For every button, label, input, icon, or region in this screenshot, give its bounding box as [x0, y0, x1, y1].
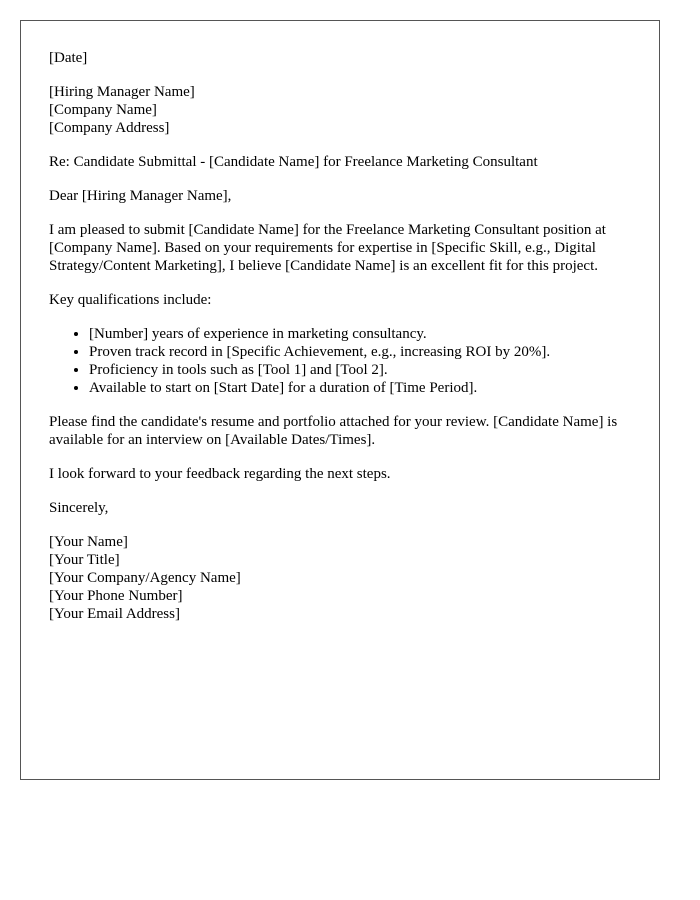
recipient-name: [Hiring Manager Name] — [49, 84, 195, 100]
sign-off: Sincerely, — [49, 500, 109, 516]
intro-paragraph: I am pleased to submit [Candidate Name] for the Freelance Marketing Consultant position at [Company Name]. Based on your requirements for expertise in [Specific Skill, e.g., Digital Strategy/Content Marketing], I believe [Candidate Name] is an excellent fit for this project. — [49, 222, 606, 274]
salutation: Dear [Hiring Manager Name], — [49, 188, 232, 204]
qualification-item: • [Number] years of experience in marketing consultancy. — [89, 325, 639, 343]
signature-title: [Your Title] — [49, 552, 120, 568]
qualifications-list — [49, 325, 639, 397]
qualification-item: • Proven track record in [Specific Achievement, e.g., increasing ROI by 20%]. — [89, 343, 639, 361]
signature-block — [49, 533, 639, 623]
qualification-item: • Proficiency in tools such as [Tool 1] and [Tool 2]. — [89, 361, 639, 379]
recipient-address: [Company Address] — [49, 120, 170, 136]
recipient-block — [49, 83, 639, 137]
signature-phone: [Your Phone Number] — [49, 588, 183, 604]
letter-page — [20, 20, 660, 780]
recipient-company: [Company Name] — [49, 102, 157, 118]
qualifications-heading: Key qualifications include: — [49, 292, 212, 308]
subject-line: Re: Candidate Submittal - [Candidate Name] for Freelance Marketing Consultant — [49, 154, 538, 170]
closing-remark: I look forward to your feedback regarding the next steps. — [49, 466, 391, 482]
letter-date: [Date] — [49, 50, 88, 66]
signature-company: [Your Company/Agency Name] — [49, 570, 241, 586]
qualification-item: • Available to start on [Start Date] for a duration of [Time Period]. — [89, 379, 639, 397]
signature-name: [Your Name] — [49, 534, 128, 550]
letter-body — [49, 49, 639, 639]
signature-email: [Your Email Address] — [49, 606, 180, 622]
attachment-paragraph: Please find the candidate's resume and portfolio attached for your review. [Candidate Name] is available for an interview on [Available Dates/Times]. — [49, 414, 618, 448]
